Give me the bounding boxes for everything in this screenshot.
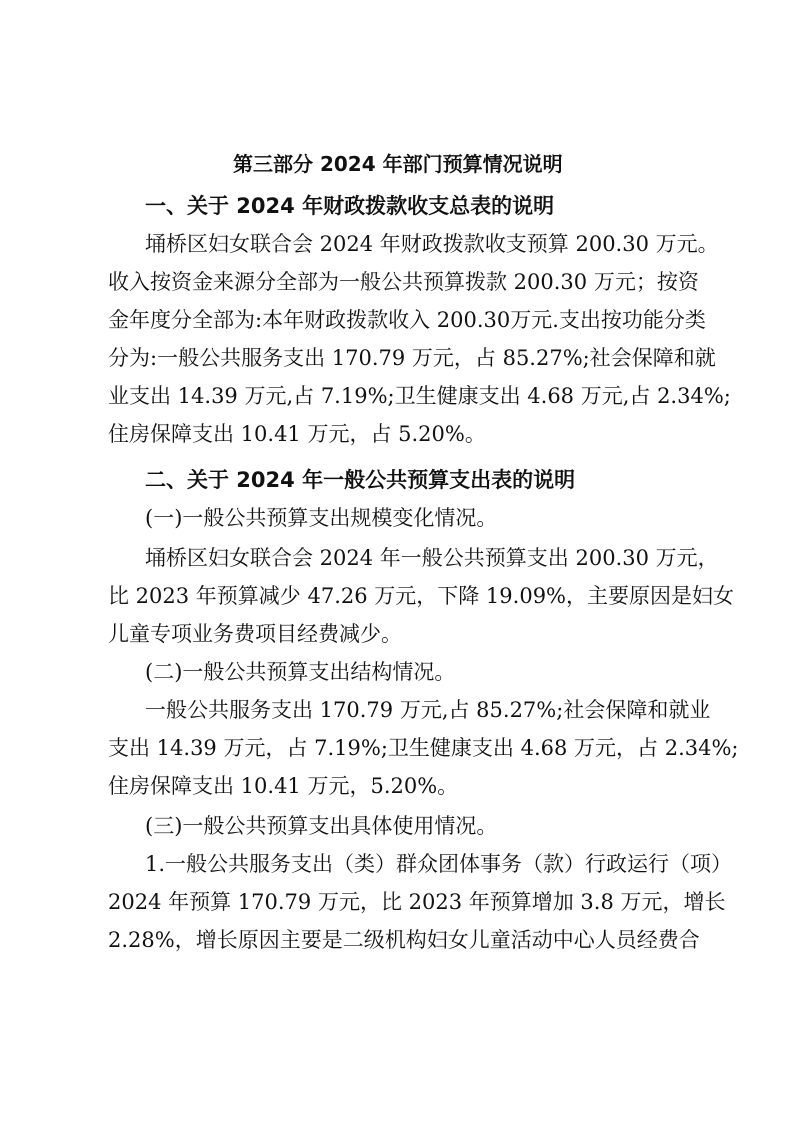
paragraph-line: 埇桥区妇女联合会 2024 年一般公共预算支出 200.30 万元， <box>145 546 719 570</box>
paragraph-line: 业支出 14.39 万元,占 7.19%;卫生健康支出 4.68 万元,占 2.34%; <box>108 384 731 408</box>
paragraph-line: 收入按资金来源分全部为一般公共预算拨款 200.30 万元；按资 <box>108 270 699 294</box>
paragraph-line: 2.28%，增长原因主要是二级机构妇女儿童活动中心人员经费合 <box>108 928 700 952</box>
paragraph-line: 埇桥区妇女联合会 2024 年财政拨款收支预算 200.30 万元。 <box>145 232 719 256</box>
subsection-heading-1: (一)一般公共预算支出规模变化情况。 <box>145 506 498 530</box>
subsection-heading-3: (三)一般公共预算支出具体使用情况。 <box>145 814 498 838</box>
paragraph-line: 分为:一般公共服务支出 170.79 万元，占 85.27%;社会保障和就 <box>108 346 716 370</box>
paragraph-line: 金年度分全部为:本年财政拨款收入 200.30万元.支出按功能分类 <box>108 308 706 332</box>
section-heading-1: 一、关于 2024 年财政拨款收支总表的说明 <box>145 194 555 218</box>
paragraph-line: 一般公共服务支出 170.79 万元,占 85.27%;社会保障和就业 <box>145 698 711 722</box>
paragraph-line: 2024 年预算 170.79 万元，比 2023 年预算增加 3.8 万元，增长 <box>108 890 726 914</box>
page-title: 第三部分 2024 年部门预算情况说明 <box>233 152 563 176</box>
paragraph-line: 住房保障支出 10.41 万元，占 5.20%。 <box>108 422 486 446</box>
subsection-heading-2: (二)一般公共预算支出结构情况。 <box>145 660 456 684</box>
paragraph-line: 住房保障支出 10.41 万元，5.20%。 <box>108 774 459 798</box>
paragraph-line: 支出 14.39 万元，占 7.19%;卫生健康支出 4.68 万元，占 2.34%; <box>108 736 739 760</box>
paragraph-line: 1.一般公共服务支出（类）群众团体事务（款）行政运行（项） <box>145 852 733 876</box>
paragraph-line: 比 2023 年预算减少 47.26 万元，下降 19.09%，主要原因是妇女 <box>108 584 735 608</box>
paragraph-line: 儿童专项业务费项目经费减少。 <box>108 622 402 646</box>
section-heading-2: 二、关于 2024 年一般公共预算支出表的说明 <box>145 468 576 492</box>
